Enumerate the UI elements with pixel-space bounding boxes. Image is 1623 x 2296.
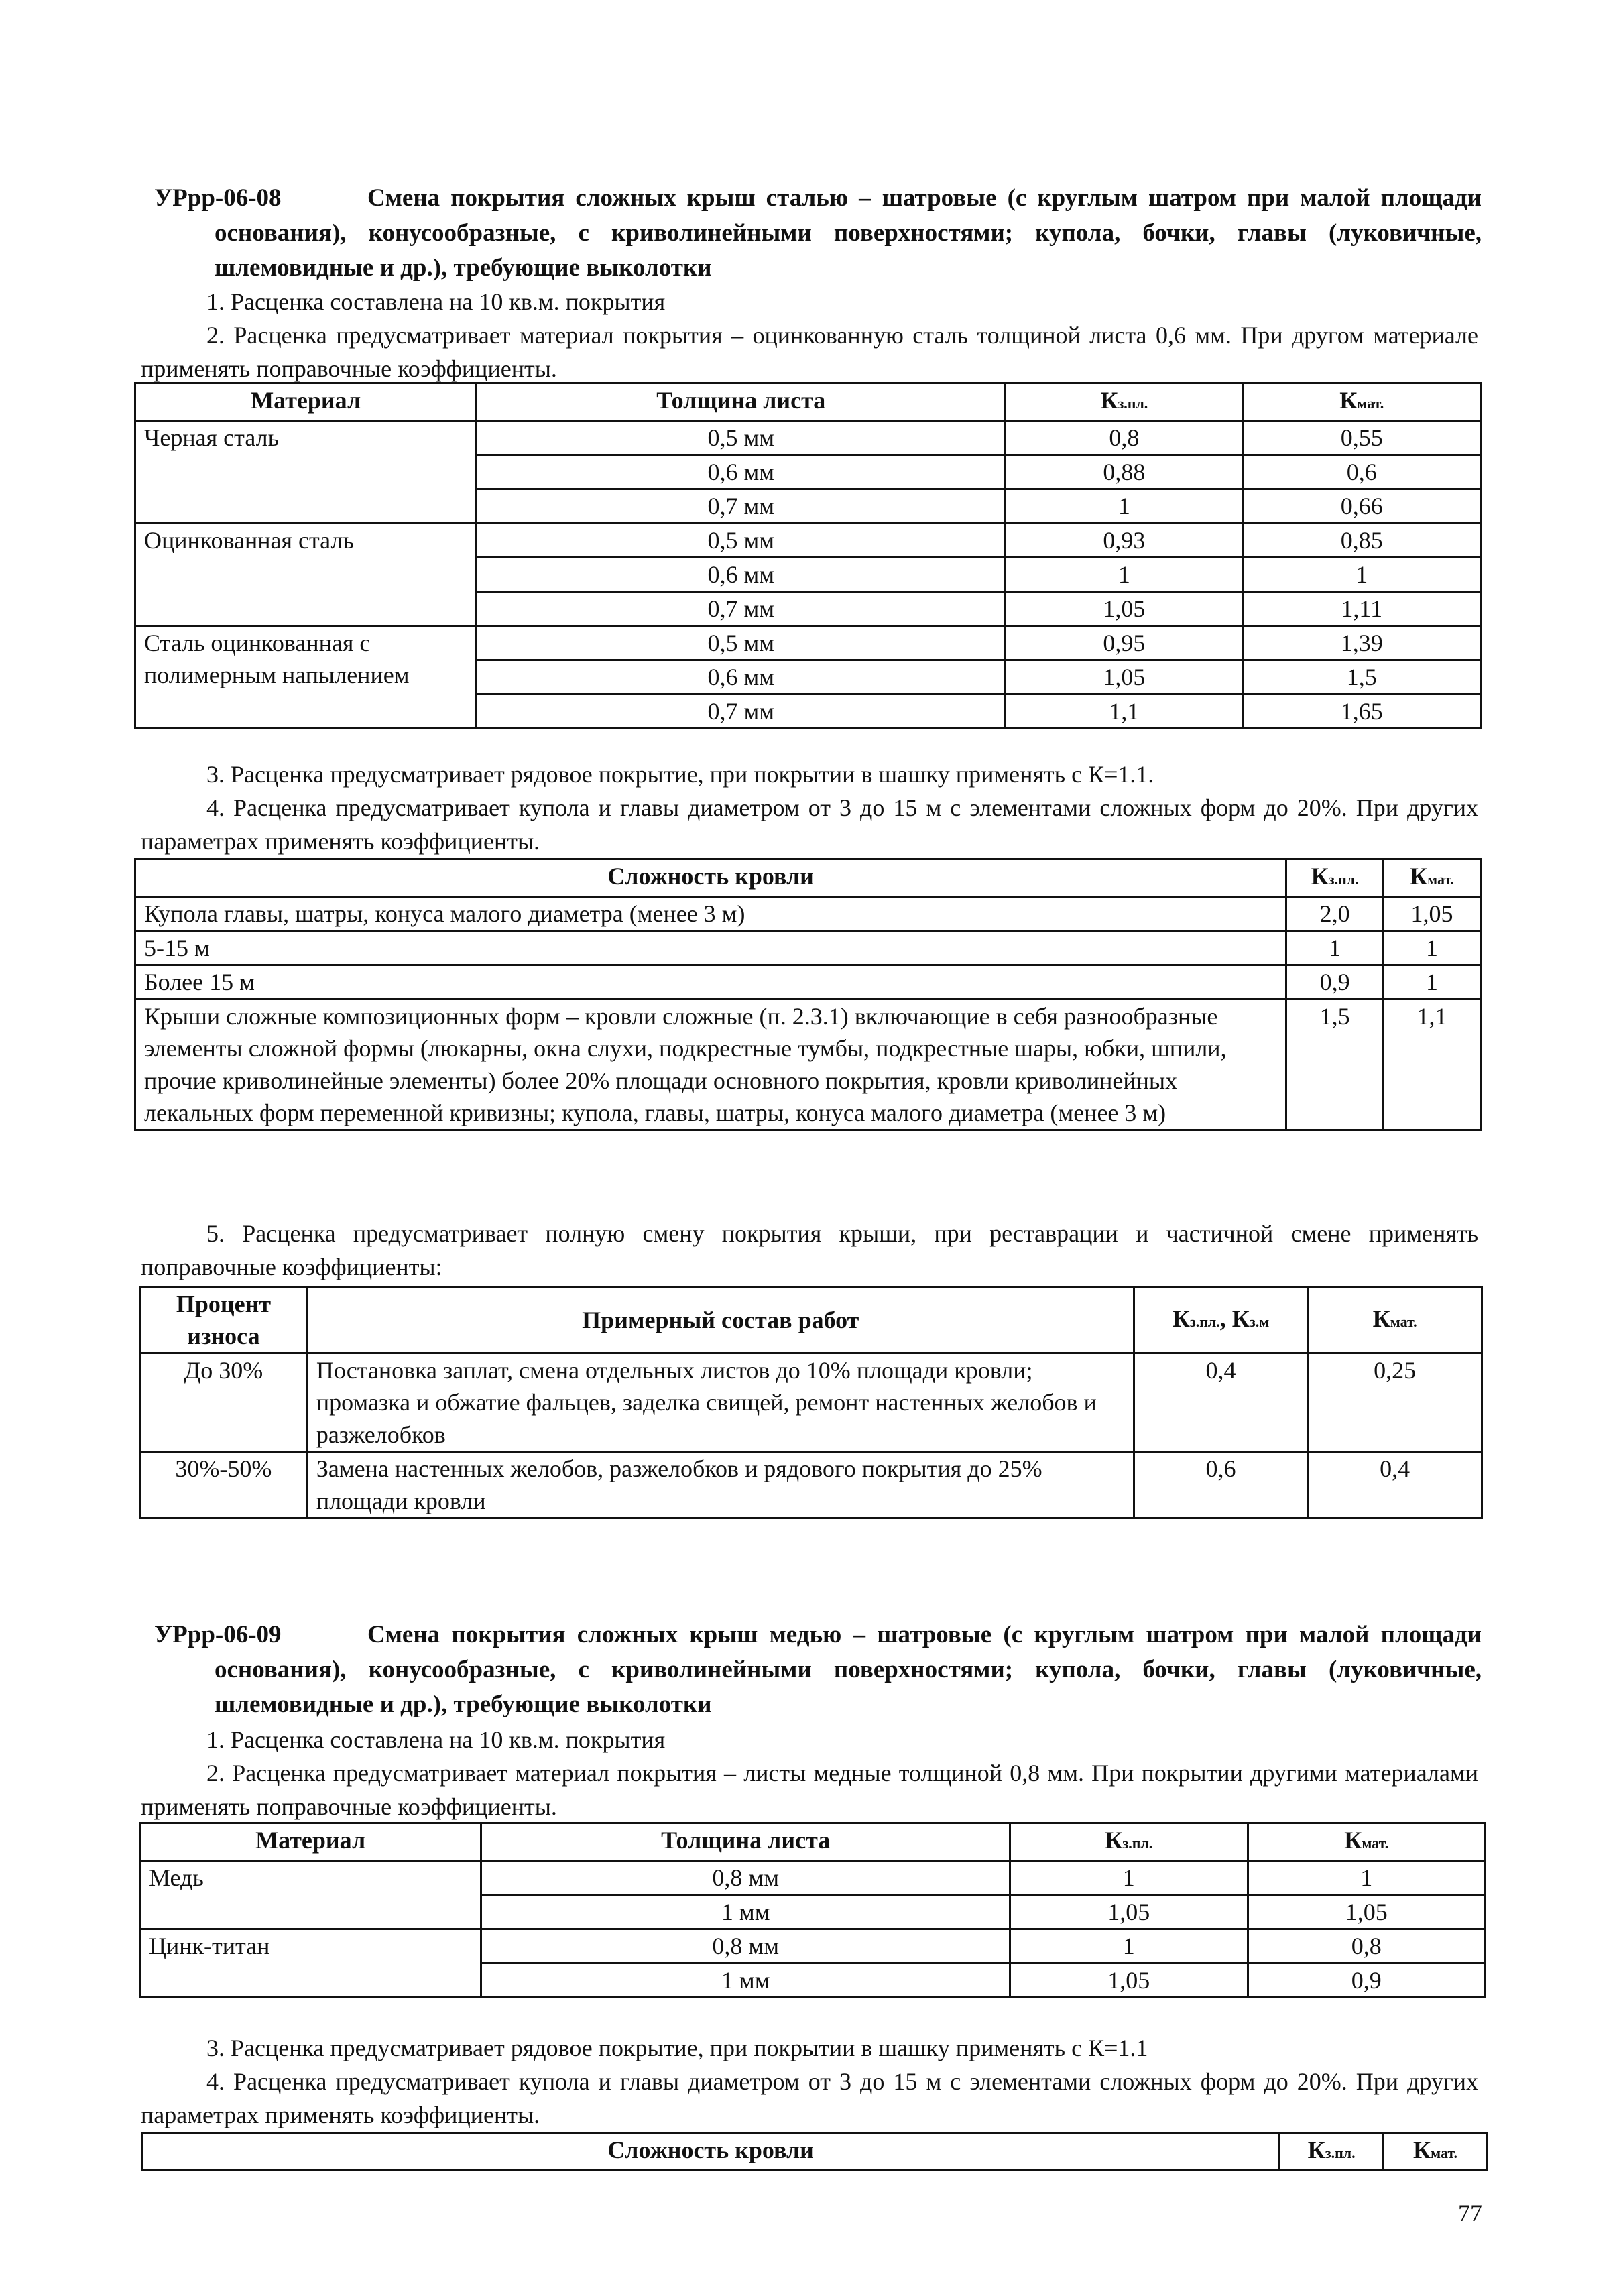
cell-material: Сталь оцинкованная с полимерным напылением <box>135 626 477 729</box>
section-code: УРрр-06-08 <box>154 184 282 212</box>
note: 3. Расценка предусматривает рядовое покрытие, при покрытии в шашку применять с К=1.1. <box>206 761 1154 788</box>
cell-material: Оцинкованная сталь <box>135 524 477 626</box>
table-header-row <box>140 1823 1486 1861</box>
cell-k-zpl: 1,05 <box>1010 1963 1248 1998</box>
table-row <box>135 421 1481 455</box>
table-row <box>135 965 1481 1000</box>
cell-works: Замена настенных желобов, разжелобков и рядового покрытия до 25% площади кровли <box>307 1452 1134 1518</box>
table-row <box>135 897 1481 931</box>
cell-thickness: 0,6 мм <box>477 660 1006 694</box>
cell-thickness: 0,6 мм <box>477 558 1006 592</box>
cell-thickness: 0,7 мм <box>477 489 1006 524</box>
note: 4. Расценка предусматривает купола и главы диаметром от 3 до 15 м с элементами сложных форм до 20%. При других параметрах применять коэффициенты. <box>141 2068 1478 2128</box>
header-cell: Кз.пл. <box>1286 859 1384 897</box>
note: 4. Расценка предусматривает купола и главы диаметром от 3 до 15 м с элементами сложных форм до 20%. При других параметрах применять коэффициенты. <box>141 794 1478 855</box>
cell-k-mat: 1,5 <box>1243 660 1480 694</box>
table-row <box>140 1929 1486 1963</box>
cell-k-mat: 0,9 <box>1248 1963 1486 1998</box>
section-heading <box>154 181 1482 286</box>
cell-k-mat: 1 <box>1243 558 1480 592</box>
cell-material: Медь <box>140 1861 481 1929</box>
note: 3. Расценка предусматривает рядовое покрытие, при покрытии в шашку применять с К=1.1 <box>206 2035 1148 2061</box>
cell-wear: До 30% <box>140 1353 308 1452</box>
cell-k-zpl: 0,88 <box>1006 455 1243 489</box>
header-cell: Кмат. <box>1308 1287 1482 1353</box>
cell-complexity: Крыши сложные композиционных форм – кровли сложные (п. 2.3.1) включающие в себя разнообразные элементы сложной формы (люкарны, окна слухи, подкрестные тумбы, подкрестные шары, юбки, шпили, прочие криволинейные элементы) более 20% площади основного покрытия, кровли криволинейных лекальных форм переменной кривизны; купола, главы, шатры, конуса малого диаметра (менее 3 м) <box>135 1000 1286 1130</box>
header-cell: Кмат. <box>1384 859 1481 897</box>
table-row <box>140 1452 1482 1518</box>
cell-complexity: Купола главы, шатры, конуса малого диаметра (менее 3 м) <box>135 897 1286 931</box>
note: 2. Расценка предусматривает материал покрытия – листы медные толщиной 0,8 мм. При покрытии другими материалами применять поправочные коэффициенты. <box>141 1760 1478 1820</box>
cell-k-zpl: 1 <box>1286 931 1384 965</box>
cell-k-zpl: 0,95 <box>1006 626 1243 660</box>
cell-k-mat: 0,25 <box>1308 1353 1482 1452</box>
cell-k-zpl: 1,05 <box>1006 592 1243 626</box>
note: 1. Расценка составлена на 10 кв.м. покрытия <box>206 288 666 315</box>
table-row <box>140 1861 1486 1895</box>
table-header-row <box>135 859 1481 897</box>
table-row <box>135 626 1481 660</box>
header-cell: Материал <box>135 383 477 421</box>
header-cell: Сложность кровли <box>135 859 1286 897</box>
materials-table-2 <box>139 1822 1486 1998</box>
cell-thickness: 1 мм <box>481 1963 1010 1998</box>
cell-thickness: 0,5 мм <box>477 421 1006 455</box>
header-cell: Кмат. <box>1384 2133 1488 2171</box>
header-cell: Кз.пл. <box>1010 1823 1248 1861</box>
header-cell: Кз.пл., Кз.м <box>1134 1287 1308 1353</box>
section-heading <box>154 1618 1482 1722</box>
table-row <box>135 931 1481 965</box>
note: 2. Расценка предусматривает материал покрытия – оцинкованную сталь толщиной листа 0,6 мм. При другом материале применять поправочные коэффициенты. <box>141 322 1478 382</box>
table-row <box>135 1000 1481 1130</box>
cell-k-zpl: 1,1 <box>1006 694 1243 729</box>
table-header-row <box>142 2133 1488 2171</box>
page-number: 77 <box>1458 2199 1482 2226</box>
cell-k-mat: 0,66 <box>1243 489 1480 524</box>
cell-k-zpl: 1,05 <box>1010 1895 1248 1929</box>
cell-k-zpl: 2,0 <box>1286 897 1384 931</box>
cell-complexity: Более 15 м <box>135 965 1286 1000</box>
note: 5. Расценка предусматривает полную смену покрытия крыши, при реставрации и частичной смене применять поправочные коэффициенты: <box>141 1220 1478 1280</box>
header-cell: Сложность кровли <box>142 2133 1280 2171</box>
cell-thickness: 1 мм <box>481 1895 1010 1929</box>
cell-k-zpl: 0,8 <box>1006 421 1243 455</box>
section-title: Смена покрытия сложных крыш медью – шатровые (с круглым шатром при малой площади основания), конусообразные, с криволинейными поверхностями; купола, бочки, главы (луковичные, шлемовидные и др.), требующие выколотки <box>215 1621 1482 1718</box>
cell-k-mat: 1 <box>1384 965 1481 1000</box>
cell-k-mat: 1,65 <box>1243 694 1480 729</box>
cell-k-zpl: 1 <box>1010 1861 1248 1895</box>
cell-material: Черная сталь <box>135 421 477 524</box>
cell-material: Цинк-титан <box>140 1929 481 1998</box>
cell-k-mat: 1,1 <box>1384 1000 1481 1130</box>
complexity-table-2 <box>141 2132 1488 2171</box>
cell-thickness: 0,8 мм <box>481 1929 1010 1963</box>
cell-thickness: 0,6 мм <box>477 455 1006 489</box>
cell-wear: 30%-50% <box>140 1452 308 1518</box>
cell-k-mat: 0,55 <box>1243 421 1480 455</box>
cell-thickness: 0,5 мм <box>477 626 1006 660</box>
cell-thickness: 0,7 мм <box>477 694 1006 729</box>
cell-complexity: 5-15 м <box>135 931 1286 965</box>
section-code: УРрр-06-09 <box>154 1621 282 1648</box>
complexity-table <box>134 858 1482 1131</box>
header-cell: Материал <box>140 1823 481 1861</box>
cell-k-zpl: 0,6 <box>1134 1452 1308 1518</box>
cell-k-zpl: 1,05 <box>1006 660 1243 694</box>
cell-k-mat: 0,4 <box>1308 1452 1482 1518</box>
cell-k-mat: 1,05 <box>1384 897 1481 931</box>
materials-table <box>134 382 1482 729</box>
cell-k-zpl: 1 <box>1010 1929 1248 1963</box>
cell-thickness: 0,7 мм <box>477 592 1006 626</box>
cell-k-mat: 0,6 <box>1243 455 1480 489</box>
table-header-row <box>135 383 1481 421</box>
cell-k-zpl: 0,9 <box>1286 965 1384 1000</box>
cell-k-mat: 0,8 <box>1248 1929 1486 1963</box>
header-cell: Процент износа <box>140 1287 308 1353</box>
section-title: Смена покрытия сложных крыш сталью – шатровые (с круглым шатром при малой площади основания), конусообразные, с криволинейными поверхностями; купола, бочки, главы (луковичные, шлемовидные и др.), требующие выколотки <box>215 184 1482 282</box>
header-cell: Толщина листа <box>481 1823 1010 1861</box>
cell-k-zpl: 1 <box>1006 558 1243 592</box>
cell-thickness: 0,8 мм <box>481 1861 1010 1895</box>
header-cell: Кмат. <box>1243 383 1480 421</box>
cell-k-mat: 1,05 <box>1248 1895 1486 1929</box>
cell-k-zpl: 0,93 <box>1006 524 1243 558</box>
note: 1. Расценка составлена на 10 кв.м. покрытия <box>206 1726 666 1753</box>
cell-k-mat: 1,39 <box>1243 626 1480 660</box>
table-row <box>135 524 1481 558</box>
cell-k-zpl: 1 <box>1006 489 1243 524</box>
header-cell: Толщина листа <box>477 383 1006 421</box>
header-cell: Кмат. <box>1248 1823 1486 1861</box>
table-header-row <box>140 1287 1482 1353</box>
wear-table <box>139 1286 1483 1519</box>
header-cell: Примерный состав работ <box>307 1287 1134 1353</box>
cell-k-zpl: 1,5 <box>1286 1000 1384 1130</box>
header-cell: Кз.пл. <box>1280 2133 1384 2171</box>
cell-k-zpl: 0,4 <box>1134 1353 1308 1452</box>
cell-thickness: 0,5 мм <box>477 524 1006 558</box>
cell-k-mat: 1,11 <box>1243 592 1480 626</box>
header-cell: Кз.пл. <box>1006 383 1243 421</box>
table-row <box>140 1353 1482 1452</box>
cell-k-mat: 0,85 <box>1243 524 1480 558</box>
cell-works: Постановка заплат, смена отдельных листов до 10% площади кровли; промазка и обжатие фальцев, заделка свищей, ремонт настенных желобов и разжелобков <box>307 1353 1134 1452</box>
cell-k-mat: 1 <box>1248 1861 1486 1895</box>
cell-k-mat: 1 <box>1384 931 1481 965</box>
